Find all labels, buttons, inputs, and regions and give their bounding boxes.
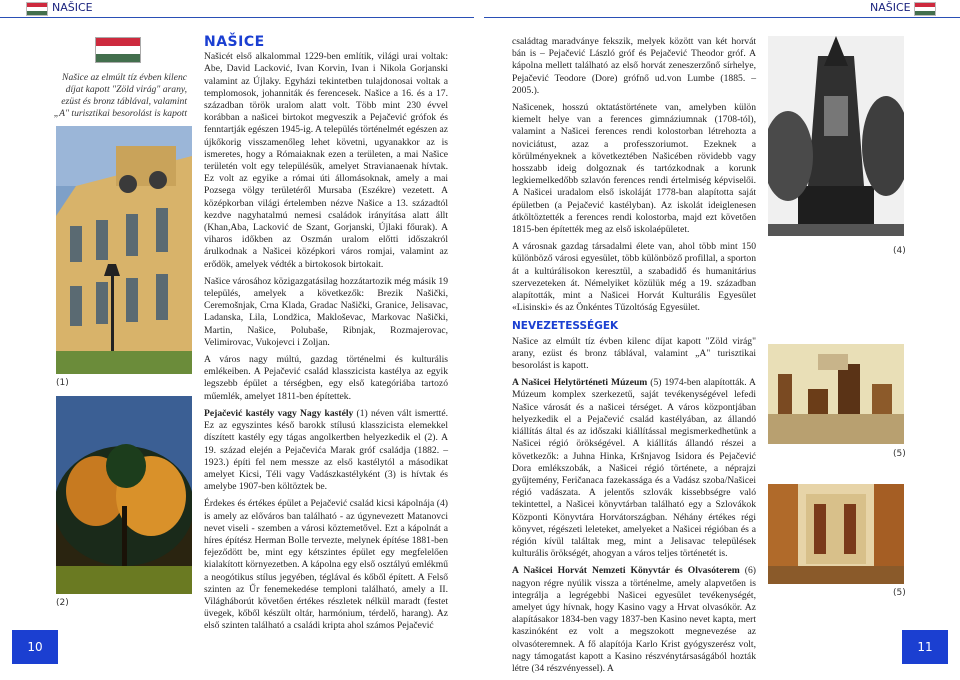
sidebar-note: Našice az elmúlt tíz évben kilenc díjat kapott "Zöld virág" arany, ezüst és bronz táblával, valamint „A" turisztikai besorolást is kapott xyxy=(53,72,187,119)
caption-4: (4) xyxy=(893,246,906,256)
caption-1: (1) xyxy=(56,378,69,388)
page-number-right: 11 xyxy=(902,630,948,664)
paragraph: Našicét első alkalommal 1229-ben említik, világi urai voltak: Abe, David Lacković, Ivan Korvin, Ivan i Nikola Gorjanski valamint az Újlaky. Egyházi tekintetben tulajdonosai voltak a templomosok, johanniták és ferencesek. Našice a 16. és a 17. században török uralom alatt volt. Több mint 230 évvel korábban a našicei birtokot megveszik a Pejačević grófok és fenntartják egészen 1945-ig. A település történelmét egészen az újkőkorig visszamenőleg lehet követni, ugyanakkor az is ismeretes, hogy a Rómaiaknak ezen a területen, a mai Našice területén volt egy településük, amelyet Stravianaenak hívtak. Ez volt az egyike a római úti állomásoknak, amely a mai Pozsega völgy területéről Mursaba (Eszékre) vezetett. A középkorban világi értelemben nézve Našice a 13. századtól kezdve nagyhatalmú nemesi családok irányítása alatt állt (Khan,Aba, Lacković de Szant, Gorjanski, Újlaki főurak). A viharos időkben az Oszmán uralom előtti időszakról árulkodnak a Našicei középkori város romjai, valamint az erődök, amelyek védték a birtokosok birtokait. xyxy=(204,51,448,270)
section-subtitle: NEVEZETESSÉGEK xyxy=(512,320,619,333)
paragraph: Našice városához közigazgatásilag hozzátartozik még másik 19 település, amelyek a következők: Brezik Našički, Ceremošnjak, Crna Klada, Gradac Našički, Granice, Jelisavac, Ladanska, Lila, Londžica, Makloševac, Markovac Našički, Martin, Našice, Polubaše, Ribnjak, Rozmajerovac, Velimirovac, Vukojevci i Zoljan. xyxy=(204,275,449,348)
caption-5b: (5) xyxy=(893,588,906,598)
caption-5a: (5) xyxy=(893,449,906,459)
caption-2: (2) xyxy=(56,598,69,608)
header-flag-right xyxy=(914,2,936,16)
paragraph xyxy=(204,408,448,493)
croatian-flag-icon xyxy=(95,37,141,63)
header-rule-left xyxy=(0,17,474,18)
museum-room-photo xyxy=(768,344,904,444)
paragraph xyxy=(512,565,756,675)
paragraph-text: (6) nagyon régre nyúlik vissza a történelme, amely alapvetően is integrálja a legrégebbi Našicei egyesület tevékenységét, amelyet úgy hívnak, hogy Kasino vagy a Hrvat olvasókör. Az alapításakor 1834-ben vagy 1837-ben Kasino nevet kapta, mert kaszinóként ez volt a megszokott megnevezése az olvasóteremnek. A fő alapítója Karlo Krist gyógyszerész volt, nagy támogatást kapott a Kasino részvénytársaságából hozták létre (34 részvényessel). A xyxy=(512,565,756,674)
bold-term: A Našicei Helytörténeti Múzeum xyxy=(512,377,648,389)
paragraph: családtag maradványe fekszik, melyek között van két horvát bán is – Pejačević László gróf és Pejačević Theodor gróf. A kápolna mellett található az első horvát zeneszerzőnő sírhelye, Pejačević Teodore (Dore) grófnő ud.von Lumbe (1885. – 2005.). xyxy=(512,36,756,96)
paragraph: A városnak gazdag társadalmi élete van, ahol több mint 150 különböző városi egyesület, több különböző profillal, a sporton át a kultúrálisokon keresztül, a szabadidő és humanitárius szervezeteken át. Némelyiket közülük még a 19. században alapították, mint a Našicei Horvát Kulturális Egyesület «Lisinski» és az Önkéntes Tűzoltóság Egyesület. xyxy=(512,241,756,314)
header-rule-right xyxy=(484,17,960,18)
bold-term: Pejačević kastély vagy Nagy kastély xyxy=(204,407,354,419)
bold-term: A Našicei Horvát Nemzeti Könyvtár és Olvasóterem xyxy=(512,565,740,577)
park-photo xyxy=(56,396,192,594)
paragraph-text: (5) 1974-ben alapították. A Múzeum komplex szerkezetű, saját tevékenységével lefedi Našice városát és a našicei térséget. A város központjában helyezkedik el a Pejačević család kastélyában, az állandó kiállítás által és az időszaki kiállítással megismerkedhetünk a Našicei régió örökségével. A kiállítás állandó részei a következők: a Juhna Hinka, Kršnjavog Isidora és Pejačević Dora emlékszobák, a Našicei régió története, a néprajzi gyűjtemény, Feričanaca fazekassága és a Vadász szoba/Našicei régió vadászata. A jelentős szlovák kissebbségre való tekintettel, a Našicei könyvtárban található egy a Szlovákok Központi Könyvtára Horvátországban. Néhány értékes régi könyvet, régészeti leleteket, amelyeket a Našicei régióban és a régión kívül találtak meg, mint a Jelisavac települések kulturális örökségét, ahogyan a város teljes történetét is. xyxy=(512,377,756,560)
header-title-right: NAŠICE xyxy=(870,1,911,14)
paragraph: A város nagy múltú, gazdag történelmi és kulturális emlékeiben. A Pejačević család klasszicista kastélya az egyik legszebb épület a térségben, egy első kategóriába tartozó műemlék, amelyet 1811-ben építettek. xyxy=(204,354,448,402)
paragraph: Našicenek, hosszú oktatástörténete van, amelyben külön kiemelt helye van a ferences gimnáziumnak (1708-tól), valamint a Našicei ferences rendi kolostorban létrehozta a noviciátust, azaz a professzoriumot. Ezeknek a körülményeknek a következtében Našicében rövidebb vagy hosszabb ideig dolgoznak és tartózkodnak a korunk legkiemelkedőbb szlavón ferences rendi értelmiség képviselői. A Našicei uradalom első iskoláját 1778-ban alapította saját épületben (a Pejačević kastélyban). Az iskolát ideiglenesen átköltöztették a ferences rendi kolostorba, majd ezt követően 1815-ben építették meg az első iskolaépületet. xyxy=(512,102,756,236)
header-flag-left xyxy=(26,2,48,16)
right-text-column xyxy=(512,36,756,680)
section-title: NAŠICE xyxy=(204,34,265,50)
paragraph xyxy=(512,377,756,560)
paragraph: Našice az elmúlt tíz évben kilenc díjat kapott "Zöld virág" arany, ezüst és bronz táblával, valamint „A" turisztikai besorolást is kapott. xyxy=(512,335,756,372)
chapel-photo xyxy=(768,36,904,236)
paragraph: Érdekes és értékes épület a Pejačević család kicsi kápolnája (4) is amely az előváros ban található - az úgynevezett Matanovci nevet viseli - szemben a városi köztemetővel. Ezt a kápolnát a híres építész Herman Bolle tervezte, melynek építése 1881-ben fejeződött be, mint egy kétszintes épület egy megfelelően kialakított környezetben. A kápolna egy első osztályú emlékmű a neogótikus stílus jegyében, téglával és kőből épített. A Felső szinten az Űr fenemekedése temploni található, amely a II. Világháborút követően értékes részletek nélkül maradt (festet üvegek, kőből készült oltár, harmónium, térdelő, harang). Az első szinten található a családi kripta ahol számos Pejačević xyxy=(204,498,448,632)
page-number-left: 10 xyxy=(12,630,58,664)
header-title-left: NAŠICE xyxy=(52,1,93,14)
left-text-column xyxy=(204,36,448,638)
exhibition-room-photo xyxy=(768,484,904,584)
castle-photo xyxy=(56,126,192,374)
paragraph-text: (1) néven vált ismertté. Ez az egyszintes késő barokk stílusú klasszicista elemekkel díszített kastély egy tágas angolkertben helyezkedik el (2). A 19. század elején a Pejačevića Marak gróf családja (1882. – 1923.) építi fel nem messze az első kastélytól a másodikat amelyet Kicsi, Téli vagy Vadászkastélyként (3) is hívtak és amelybe 1907-ben költöztek be. xyxy=(204,407,449,493)
